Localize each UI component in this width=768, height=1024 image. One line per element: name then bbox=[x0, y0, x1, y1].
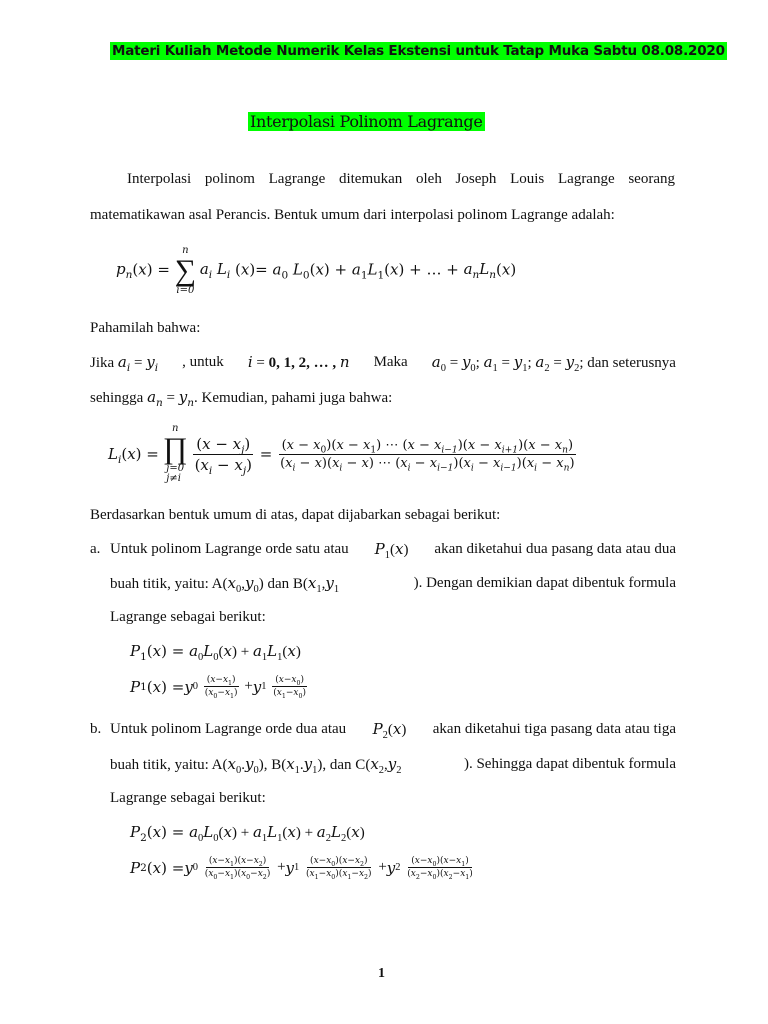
item-b-line2-pre: buah titik, yaitu: A( bbox=[110, 757, 228, 773]
item-a-line-2: buah titik, yaitu: $A(x_0,y_0)$ dan $B(x_1,y_1$ ). Dengan demikian dapat dibentuk formula bbox=[110, 574, 676, 595]
kemudian-label: . Kemudian, pahami juga bahwa: bbox=[194, 390, 393, 406]
formula-general: $p_n(x)$ = n ∑ i=0 $a_i$ $L_i$ $(x)= a_0$ $L_0(x) + a_1L_1(x)$ + … + $a_nL_n(x)$ bbox=[116, 245, 517, 296]
sehingga-label: sehingga bbox=[90, 390, 144, 406]
formula-p1-a: $P_1(x) = a_0L_0(x) + a_1L_1(x)$ bbox=[130, 642, 301, 663]
maka-label: Maka bbox=[373, 354, 408, 370]
item-b-line1-pre: Untuk polinom Lagrange orde dua atau bbox=[110, 721, 347, 737]
formula-p1-b: P 1 ( x ) = y 0 $\frac{(x-x_1)}{(x_0-x_1)}$ + y 1 $\frac{(x-x_0)}{(x_1-x_0)}$ bbox=[130, 675, 307, 700]
jika-label: Jika bbox=[90, 355, 115, 371]
item-a-marker: a. bbox=[90, 541, 101, 557]
item-b-line-3: Lagrange sebagai berikut: bbox=[110, 790, 266, 806]
item-a-line-1: Untuk polinom Lagrange orde satu atau $P_1(x)$ akan diketahui dua pasang data atau dua bbox=[110, 540, 676, 561]
intro-line-2: matematikawan asal Perancis. Bentuk umum dari interpolasi polinom Lagrange adalah: bbox=[90, 207, 615, 223]
item-a-line2-pre: buah titik, yaitu: A( bbox=[110, 576, 228, 592]
page-number: 1 bbox=[378, 966, 385, 981]
item-b-marker: b. bbox=[90, 721, 102, 737]
page-header: Materi Kuliah Metode Numerik Kelas Ekstensi untuk Tatap Muka Sabtu 08.08.2020 bbox=[112, 43, 725, 59]
formula-lagrange-basis: $L_i$ ( x ) = n ∏ j=0 j≠i $\frac{(x - x_j)}{(x_i - x_j)}$ = $\frac{(x - x_0)(x - x_1) \cdots (x - x_{i-1})(x - x_{i+1})(x - x_n)}{(x_i - x)(x_i - x) \cdots (x_i - x_{i-1})(x_i - x_{i-1})(x_i - x_n)}$ bbox=[108, 423, 575, 484]
untuk-label: , untuk bbox=[182, 354, 224, 370]
item-a-line2-post: ). Dengan demikian dapat dibentuk formula bbox=[413, 575, 676, 591]
item-b-line2-mid1: ), B( bbox=[258, 757, 287, 773]
item-b-line2-mid2: ), dan C( bbox=[317, 757, 371, 773]
formula-p2-b: P 2 ( x ) = y 0 $\frac{(x-x_1)(x-x_2)}{(x_0-x_1)(x_0-x_2)}$ + y 1 $\frac{(x-x_0)(x-x_2)}{(x_1-x_0)(x_1-x_2)}$ + y 2 $\frac{(x-x_0)(x-x_1)}{(x_2-x_0)(x_2-x_1)}$ bbox=[130, 856, 473, 881]
sehingga-line: sehingga $a_n = y_n$. Kemudian, pahami juga bahwa: bbox=[90, 388, 393, 409]
formula-p2-a: $P_2(x) = a_0L_0(x) + a_1L_1(x) + a_2L_2(x)$ bbox=[130, 823, 365, 844]
item-b-line2-post: ). Sehingga dapat dibentuk formula bbox=[463, 756, 676, 772]
jika-line: Jika $a_i = y_i$ , untuk i = 0, 1, 2, … , n Maka $a_0 = y_0$; $a_1 = y_1$; $a_2 = y_2$; dan seterusnya bbox=[90, 353, 676, 374]
dan-seterusnya: ; dan seterusnya bbox=[579, 355, 676, 371]
pahamilah-text: Pahamilah bahwa: bbox=[90, 320, 201, 336]
item-a-line1-pre: Untuk polinom Lagrange orde satu atau bbox=[110, 541, 349, 557]
item-b-line1-post: akan diketahui tiga pasang data atau tiga bbox=[432, 721, 676, 737]
item-a-line2-mid: ) dan B( bbox=[258, 576, 308, 592]
item-a-line1-post: akan diketahui dua pasang data atau dua bbox=[434, 541, 676, 557]
berdasarkan-text: Berdasarkan bentuk umum di atas, dapat dijabarkan sebagai berikut: bbox=[90, 507, 501, 523]
item-a-line-3: Lagrange sebagai berikut: bbox=[110, 609, 266, 625]
page-title: Interpolasi Polinom Lagrange bbox=[250, 112, 483, 131]
intro-line-1: Interpolasi polinom Lagrange ditemukan oleh Joseph Louis Lagrange seorang bbox=[127, 171, 675, 187]
item-b-line-2: buah titik, yaitu: $A(x_0.y_0)$, $B(x_1.y_1)$, dan $C(x_2,y_2$ ). Sehingga dapat dibentuk formula bbox=[110, 755, 676, 776]
item-b-line-1: Untuk polinom Lagrange orde dua atau $P_2(x)$ akan diketahui tiga pasang data atau tiga bbox=[110, 720, 676, 741]
